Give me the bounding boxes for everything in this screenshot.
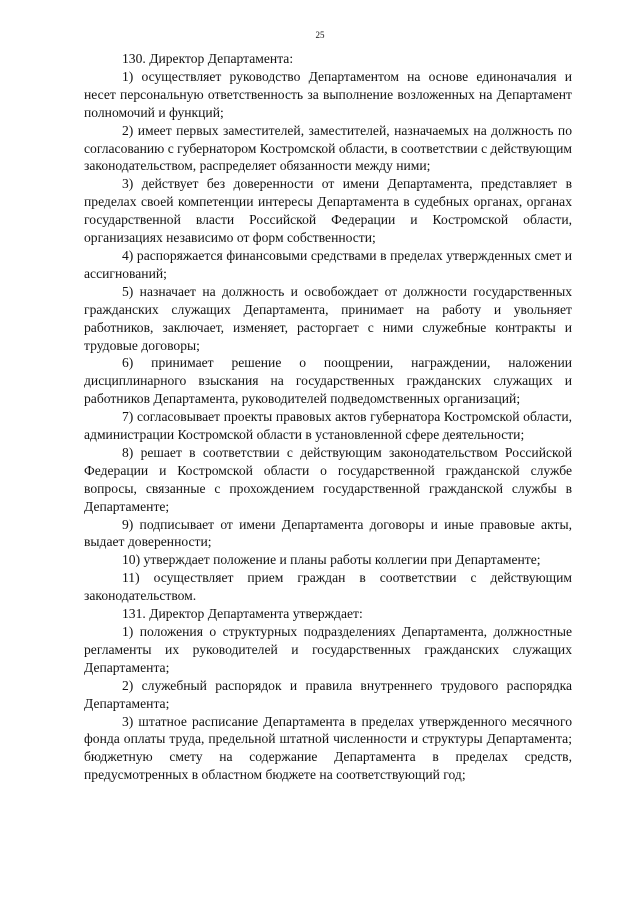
- section-130-heading: 130. Директор Департамента:: [122, 51, 294, 66]
- section-131-heading: 131. Директор Департамента утверждает:: [122, 606, 363, 622]
- section-130-item-5: 5) назначает на должность и освобождает от должности государственных гражданских служащих Департамента, принимает на работу и увольняет работников, заключает, изменяет, расторгает с ними служебные контракты и трудовые договоры;: [84, 283, 572, 353]
- section-130-item-10: 10) утверждает положение и планы работы коллегии при Департаменте;: [122, 552, 541, 568]
- page-number: 25: [315, 30, 325, 40]
- section-130-item-4: 4) распоряжается финансовыми средствами в пределах утвержденных смет и ассигнований;: [84, 247, 572, 281]
- section-130-item-1: 1) осуществляет руководство Департаментом на основе единоначалия и несет персональную ответственность за выполнение возложенных на Департамент полномочий и функций;: [84, 68, 572, 120]
- document-body: [84, 50, 572, 784]
- section-130-item-3: 3) действует без доверенности от имени Департамента, представляет в пределах своей компетенции интересы Департамента в судебных органах, органах государственной власти Российской Федерации и Костромской области, организациях независимо от форм собственности;: [84, 176, 572, 246]
- section-130-item-6: 6) принимает решение о поощрении, награждении, наложении дисциплинарного взыскания на государственных гражданских служащих и работников Департамента, руководителей подведомственных организаций;: [84, 355, 572, 407]
- section-130-item-7: 7) согласовывает проекты правовых актов губернатора Костромской области, администрации Костромской области в установленной сфере деятельности;: [84, 409, 572, 443]
- section-130-item-9: 9) подписывает от имени Департамента договоры и иные правовые акты, выдает доверенности;: [84, 516, 572, 550]
- section-130-item-8: 8) решает в соответствии с действующим законодательством Российской Федерации и Костромской области о государственной гражданской службе вопросы, связанные с прохождением государственной гражданской службы в Департаменте;: [84, 444, 572, 514]
- section-131-item-1: 1) положения о структурных подразделениях Департамента, должностные регламенты их руководителей и государственных гражданских служащих Департамента;: [84, 624, 572, 675]
- section-131-item-3: 3) штатное расписание Департамента в пределах утвержденного месячного фонда оплаты труда, предельной штатной численности и структуры Департамента; бюджетную смету на содержание Департамента в пределах средств, предусмотренных в областном бюджете на соответствующий год;: [84, 713, 572, 783]
- section-130-item-11: 11) осуществляет прием граждан в соответствии с действующим законодательством.: [84, 570, 572, 604]
- section-130-item-2: 2) имеет первых заместителей, заместителей, назначаемых на должность по согласованию с губернатором Костромской области, в соответствии с действующим законодательством, распределяет обязанности между ними;: [84, 122, 572, 174]
- section-131-item-2: 2) служебный распорядок и правила внутреннего трудового распорядка Департамента;: [84, 677, 572, 711]
